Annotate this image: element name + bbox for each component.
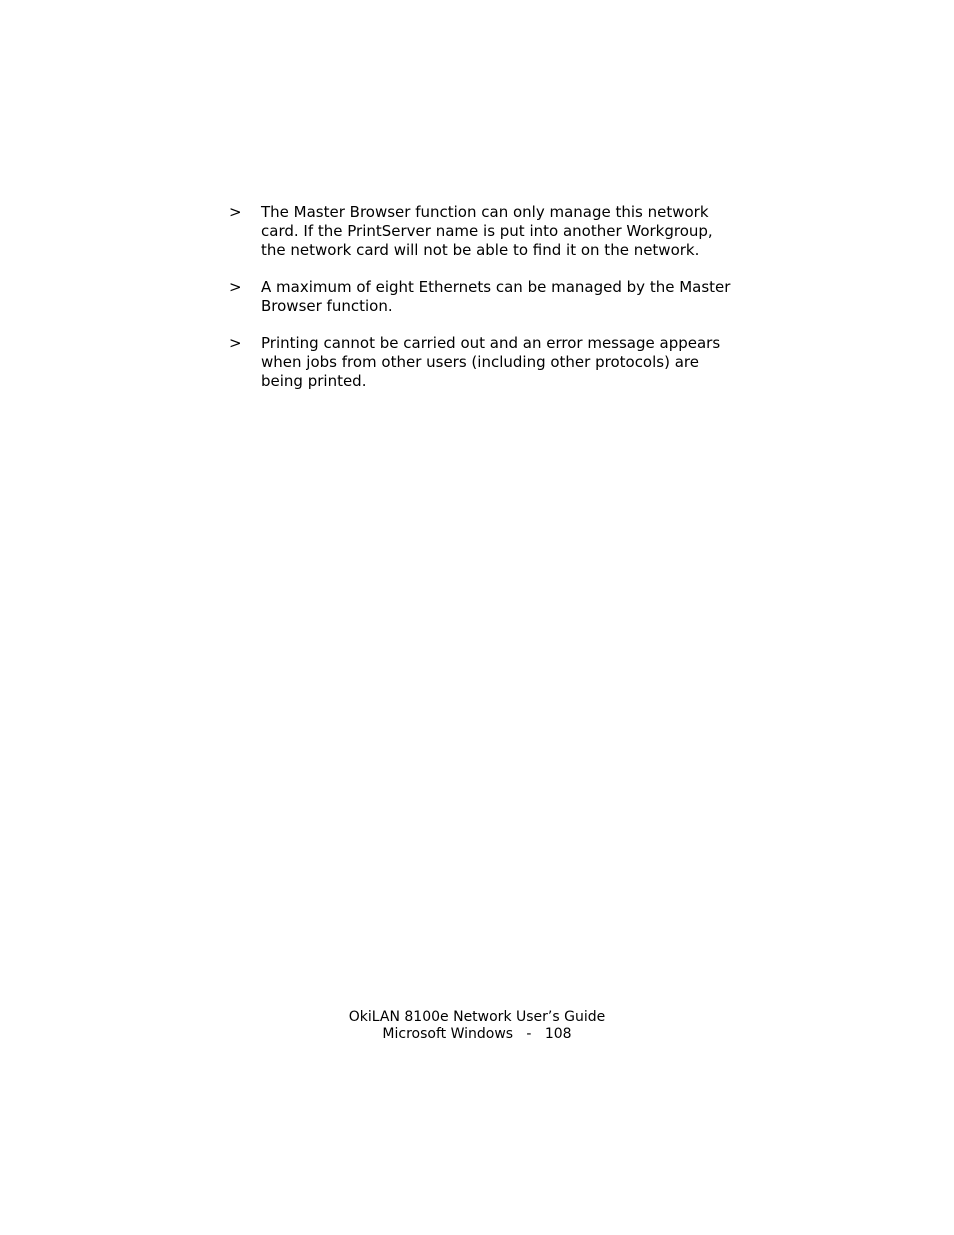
footer-section-page: Microsoft Windows - 108 — [382, 1026, 572, 1042]
footer-guide-title: OkiLAN 8100e Network User’s Guide — [348, 1009, 606, 1025]
list-item — [229, 278, 769, 316]
bullet-marker: > — [229, 334, 242, 352]
notes-list — [229, 203, 769, 409]
page-footer — [0, 1009, 954, 1043]
list-item-text: Printing cannot be carried out and an error message appears when jobs from other users (including other protocols) are being printed. — [261, 334, 721, 390]
list-item-text: The Master Browser function can only manage this network card. If the PrintServer name is put into another Workgroup, the network card will not be able to find it on the network. — [261, 203, 713, 259]
list-item-text: A maximum of eight Ethernets can be managed by the Master Browser function. — [261, 278, 731, 315]
list-item — [229, 334, 769, 391]
list-item — [229, 203, 769, 260]
bullet-marker: > — [229, 278, 242, 296]
bullet-marker: > — [229, 203, 242, 221]
